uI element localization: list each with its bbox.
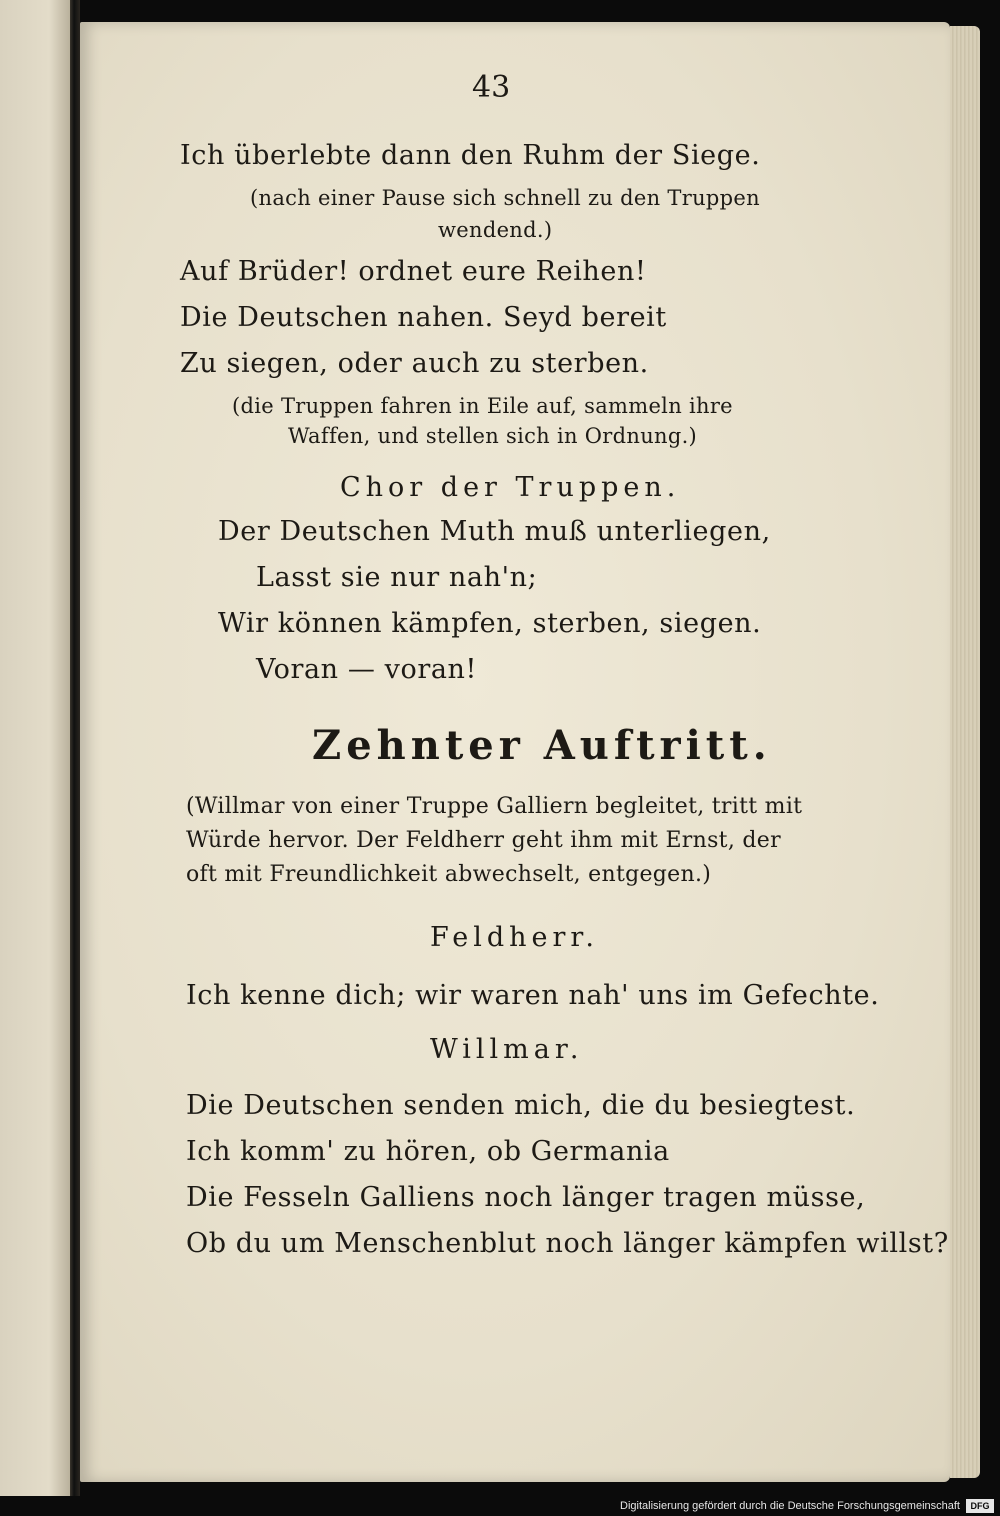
verse-line: Der Deutschen Muth muß unterliegen,	[218, 516, 771, 547]
verse-line: Ich überlebte dann den Ruhm der Siege.	[180, 140, 761, 171]
verse-line: Zu siegen, oder auch zu sterben.	[180, 348, 649, 379]
verse-line: Ob du um Menschenblut noch länger kämpfen willst?	[186, 1228, 949, 1259]
stage-direction: oft mit Freundlichkeit abwechselt, entgegen.)	[186, 862, 712, 887]
verse-line: Lasst sie nur nah'n;	[256, 562, 538, 593]
verse-line: Auf Brüder! ordnet eure Reihen!	[180, 256, 647, 287]
stage-direction: (die Truppen fahren in Eile auf, sammeln ihre	[232, 394, 733, 418]
previous-page-edge	[0, 0, 70, 1500]
verse-line: Die Deutschen senden mich, die du besiegtest.	[186, 1090, 856, 1121]
dfg-logo: DFG	[966, 1499, 994, 1513]
verse-line: Ich kenne dich; wir waren nah' uns im Gefechte.	[186, 980, 880, 1011]
book-gutter	[70, 0, 80, 1500]
speaker-willmar: Willmar.	[430, 1034, 584, 1065]
stage-direction: (Willmar von einer Truppe Galliern begleitet, tritt mit	[186, 794, 803, 819]
footer-credit: Digitalisierung gefördert durch die Deutsche Forschungsgemeinschaft	[0, 1496, 1000, 1516]
verse-line: Wir können kämpfen, sterben, siegen.	[218, 608, 762, 639]
stage-direction: wendend.)	[438, 218, 553, 242]
speaker-feldherr: Feldherr.	[430, 922, 599, 953]
speaker-chorus: Chor der Truppen.	[340, 472, 681, 503]
stage-direction: Würde hervor. Der Feldherr geht ihm mit Ernst, der	[186, 828, 781, 853]
page-number: 43	[472, 70, 511, 105]
page-edges	[950, 26, 980, 1478]
verse-line: Ich komm' zu hören, ob Germania	[186, 1136, 670, 1167]
verse-line: Die Fesseln Galliens noch länger tragen müsse,	[186, 1182, 866, 1213]
scene-title: Zehnter Auftritt.	[312, 722, 772, 769]
stage-direction: (nach einer Pause sich schnell zu den Truppen	[250, 186, 760, 210]
verse-line: Die Deutschen nahen. Seyd bereit	[180, 302, 667, 333]
stage-direction: Waffen, und stellen sich in Ordnung.)	[288, 424, 698, 448]
verse-line: Voran — voran!	[256, 654, 477, 685]
